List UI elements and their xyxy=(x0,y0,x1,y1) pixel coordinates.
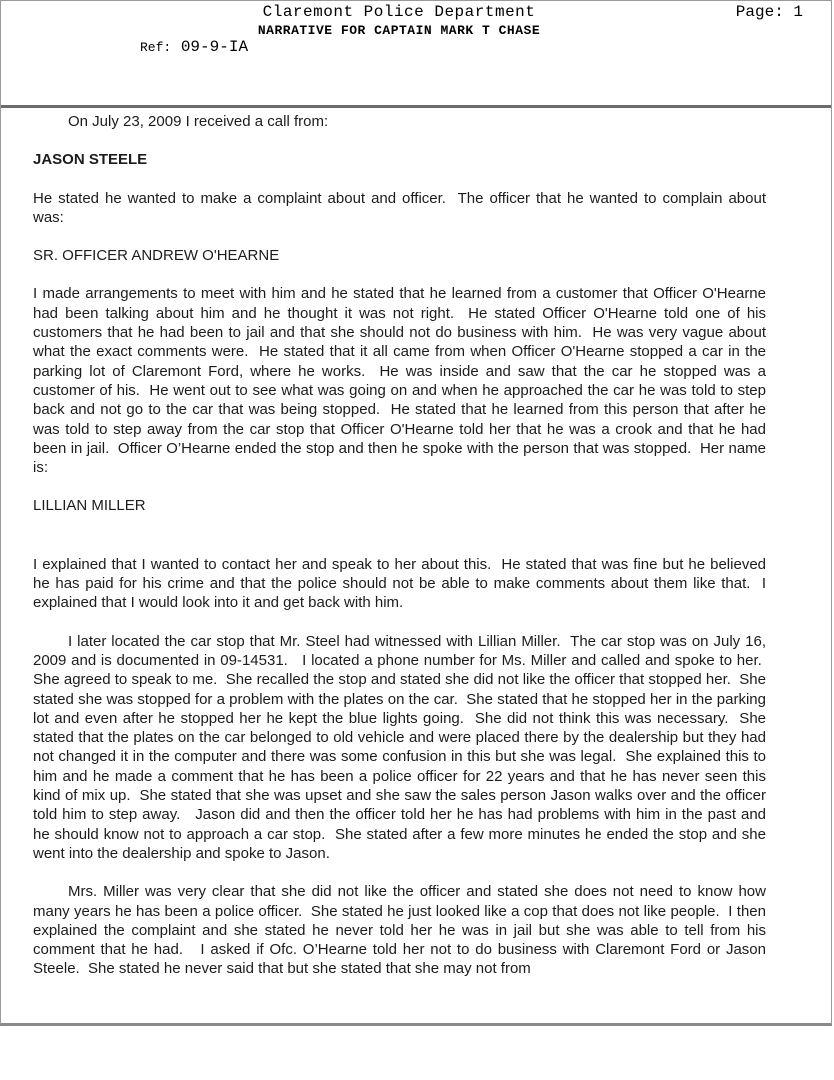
paragraph-miller-interview: I later located the car stop that Mr. Steel had witnessed with Lillian Miller. The car stop was on July 16, 2009 and is documented in 09-14531. I located a phone number for Ms. Miller and called and spoke to her. She agreed to speak to me. She recalled the stop and stated she did not like the officer that stopped her. She stated she was stopped for a problem with the plates on the car. She stated that he stopped her in the parking lot and even after he stopped her he kept the blue lights going. She did not think this was necessary. She stated that the plates on the car belonged to old vehicle and were placed there by the dealership but they had not changed it in the computer and there was some confusion in this but she was legal. She explained this to him and he made a comment that he has been a police officer for 22 years and that he has never seen this kind of mix up. She stated that she was upset and she saw the sales person Jason walks over and the officer told him to step away. Jason did and then the officer told her he has had problems with him in the past and he should know not to approach a car stop. She stated after a few more minutes he ended the stop and she went into the dealership and spoke to Jason. xyxy=(33,632,766,862)
paragraph-meeting-details: I made arrangements to meet with him and he stated that he learned from a customer that Officer O'Hearne had been talking about him and he thought it was not right. He stated Officer O'Hearne told one of his customers that he had been to jail and that she should not do business with him. He was very vague about what the exact comments were. He stated that it all came from when Officer O'Hearne stopped a car in the parking lot of Claremont Ford, where he works. He was inside and saw that the car he stopped was a customer of his. He went out to see what was going on and when he approached the car he was told to step back and not go to the car that was being stopped. He stated that he learned from this person that after he was told to step away from the car stop that Officer O'Hearne told her that he was a crook and that he had been in jail. Officer O’Hearne ended the stop and then he spoke with the person that was stopped. Her name is: xyxy=(33,285,766,477)
narrative-subtitle: NARRATIVE FOR CAPTAIN MARK T CHASE xyxy=(257,23,541,38)
report-header xyxy=(1,1,831,105)
narrative-body xyxy=(1,108,831,979)
paragraph-call-received: On July 23, 2009 I received a call from: xyxy=(68,113,329,130)
paragraph-miller-statement: Mrs. Miller was very clear that she did not like the officer and stated she does not need to know how many years he has been a police officer. She stated he just looked like a cop that does not like people. I then explained the complaint and she stated he never told her he was in jail but she was able to tell from his comment that he had. I asked if Ofc. O’Hearne told her not to do business with Claremont Ford or Jason Steele. She stated he never said that but she stated that she may not from xyxy=(33,883,766,978)
witness-name: LILLIAN MILLER xyxy=(33,497,146,515)
paragraph-follow-up-plan: I explained that I wanted to contact her and speak to her about this. He stated that was fine but he believed he has paid for his crime and that the police should not be able to make comments about them like that. I explained that I would look into it and get back with him. xyxy=(33,555,766,612)
ref-number: 09-9-IA xyxy=(180,38,249,56)
page-number: Page: 1 xyxy=(735,3,803,21)
ref-label: Ref: xyxy=(140,40,172,55)
complainant-name: JASON STEELE xyxy=(33,151,148,169)
officer-name: SR. OFFICER ANDREW O'HEARNE xyxy=(33,247,280,265)
paragraph-complaint-intro: He stated he wanted to make a complaint about and officer. The officer that he wanted to complain about was: xyxy=(33,189,766,226)
department-title: Claremont Police Department xyxy=(262,3,536,21)
reference-line xyxy=(140,38,248,56)
